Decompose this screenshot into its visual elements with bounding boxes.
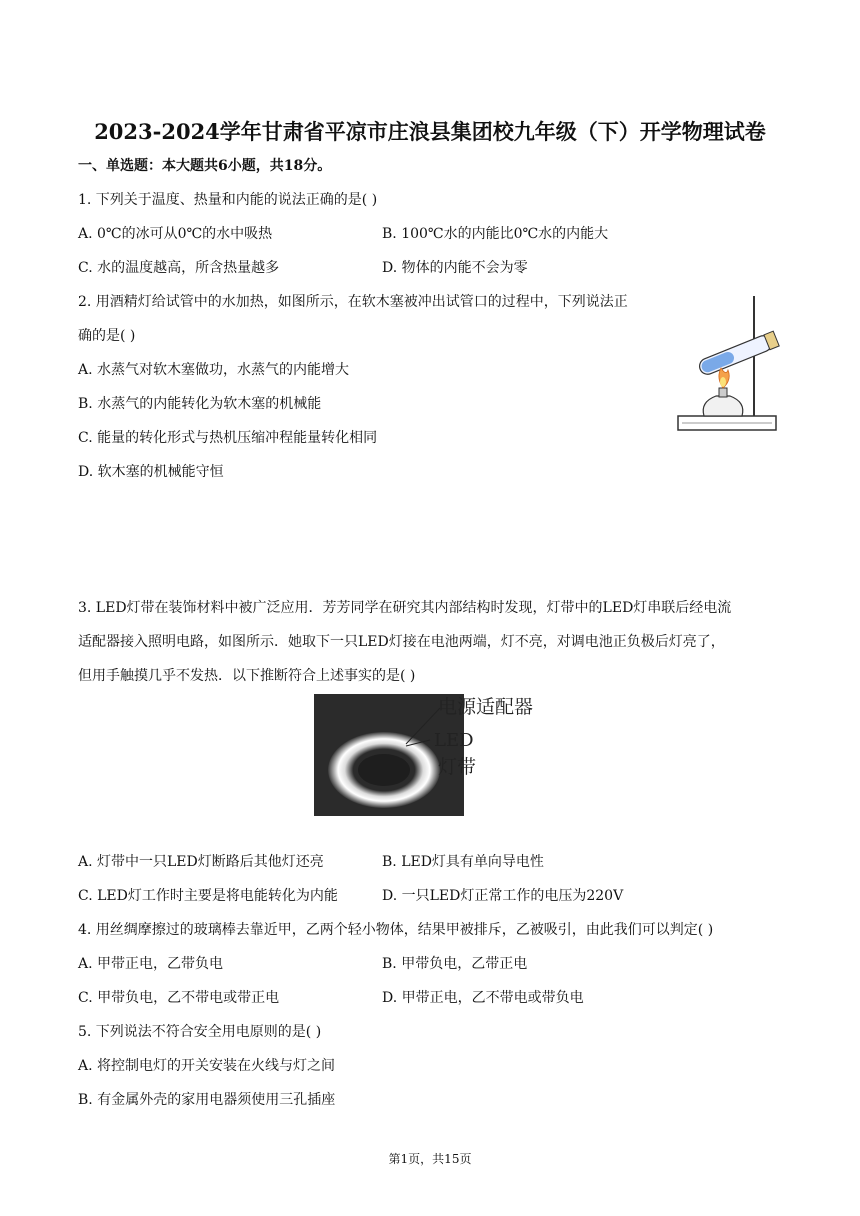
question-1-stem: 1. 下列关于温度、热量和内能的说法正确的是( ) [78, 192, 378, 208]
question-2-option-b: B. 水蒸气的内能转化为软木塞的机械能 [78, 396, 322, 412]
section-heading: 一、单选题：本大题共6小题，共18分。 [78, 158, 332, 174]
question-3-option-a: A. 灯带中一只LED灯断路后其他灯还亮 [78, 854, 324, 870]
page-title: 2023-2024学年甘肃省平凉市庄浪县集团校九年级（下）开学物理试卷 [94, 119, 766, 144]
figure-label-adapter: 电源适配器 [438, 696, 534, 718]
figure-label-strip: 灯带 [438, 756, 477, 778]
question-5-stem: 5. 下列说法不符合安全用电原则的是( ) [78, 1024, 322, 1040]
question-4-stem: 4. 用丝绸摩擦过的玻璃棒去靠近甲，乙两个轻小物体，结果甲被排斥，乙被吸引，由此我们可以判定( ) [78, 922, 714, 938]
figure-label-led: LED [434, 730, 474, 751]
question-1-option-b: B. 100℃水的内能比0℃水的内能大 [382, 226, 609, 242]
question-3-stem-line2: 适配器接入照明电路，如图所示．她取下一只LED灯接在电池两端，灯不亮，对调电池正负极后灯亮了， [78, 634, 725, 650]
question-1-option-c: C. 水的温度越高，所含热量越多 [78, 260, 280, 276]
alcohol-lamp-test-tube-figure [676, 292, 780, 434]
question-1-option-d: D. 物体的内能不会为零 [382, 260, 528, 276]
question-3-option-b: B. LED灯具有单向导电性 [382, 854, 544, 870]
question-2-option-a: A. 水蒸气对软木塞做功，水蒸气的内能增大 [78, 362, 350, 378]
page-footer: 第1页，共15页 [388, 1152, 472, 1166]
question-2-stem-line2: 确的是( ) [78, 328, 136, 344]
question-3-option-c: C. LED灯工作时主要是将电能转化为内能 [78, 888, 338, 904]
question-3-option-d: D. 一只LED灯正常工作的电压为220V [382, 888, 624, 904]
question-4-option-c: C. 甲带负电，乙不带电或带正电 [78, 990, 280, 1006]
question-2-option-c: C. 能量的转化形式与热机压缩冲程能量转化相同 [78, 430, 378, 446]
question-4-option-b: B. 甲带负电，乙带正电 [382, 956, 528, 972]
question-4-option-d: D. 甲带正电，乙不带电或带负电 [382, 990, 584, 1006]
led-strip-figure [314, 690, 550, 816]
question-1-option-a: A. 0℃的冰可从0℃的水中吸热 [78, 226, 273, 242]
question-3-stem-line3: 但用手触摸几乎不发热．以下推断符合上述事实的是( ) [78, 668, 416, 684]
question-5-option-a: A. 将控制电灯的开关安装在火线与灯之间 [78, 1058, 336, 1074]
question-5-option-b: B. 有金属外壳的家用电器须使用三孔插座 [78, 1092, 336, 1108]
question-3-stem-line1: 3. LED灯带在装饰材料中被广泛应用．芳芳同学在研究其内部结构时发现，灯带中的LED灯串联后经电流 [78, 600, 732, 616]
question-2-stem-line1: 2. 用酒精灯给试管中的水加热，如图所示，在软木塞被冲出试管口的过程中，下列说法正 [78, 294, 628, 310]
question-4-option-a: A. 甲带正电，乙带负电 [78, 956, 224, 972]
question-2-option-d: D. 软木塞的机械能守恒 [78, 464, 224, 480]
